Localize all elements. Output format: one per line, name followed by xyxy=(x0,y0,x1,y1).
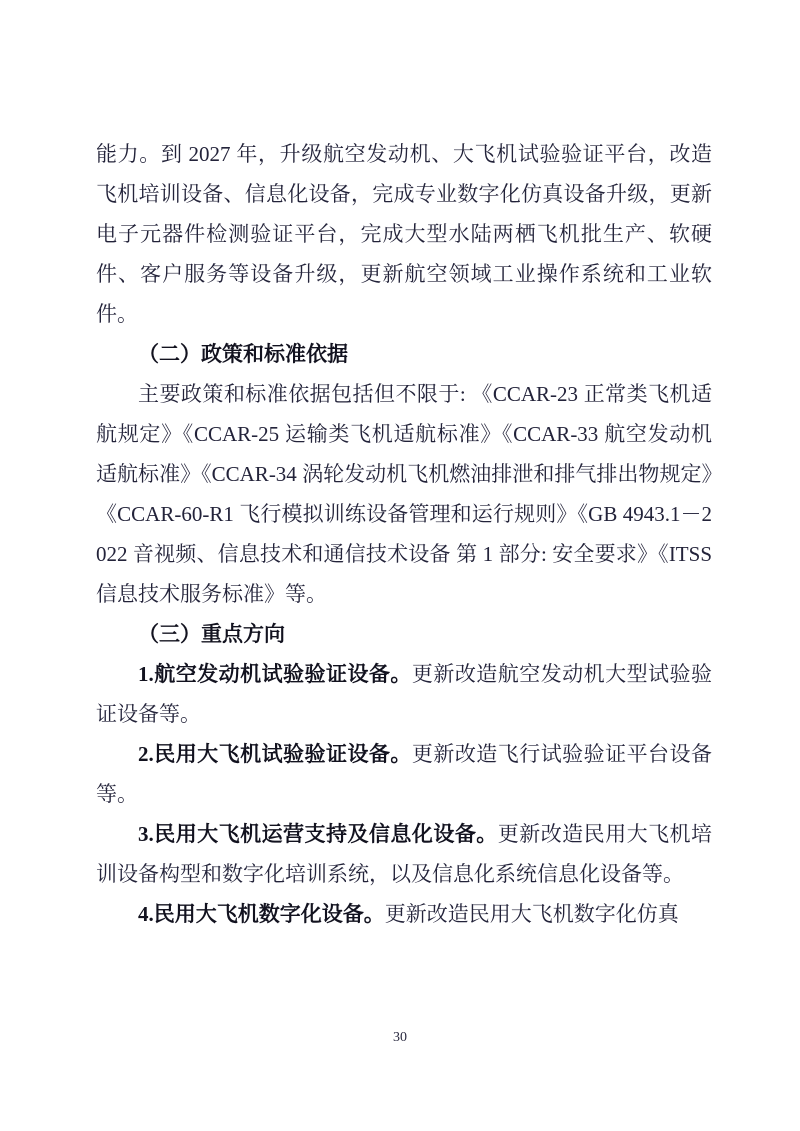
list-item-4-lead: 4.民用大飞机数字化设备。 xyxy=(138,902,385,926)
paragraph-continuation: 能力。到 2027 年，升级航空发动机、大飞机试验验证平台，改造飞机培训设备、信息化设备，完成专业数字化仿真设备升级，更新电子元器件检测验证平台，完成大型水陆两栖飞机批生产、软硬件、客户服务等设备升级，更新航空领域工业操作系统和工业软件。 xyxy=(96,142,712,326)
page-number: 30 xyxy=(393,1030,407,1045)
list-item-1 xyxy=(96,654,712,734)
list-item-1-text: 更新改造航空发动机大型试验验证设备等。 xyxy=(96,662,712,726)
section-heading-policy-basis: （二）政策和标准依据 xyxy=(138,342,348,366)
paragraph-policy-basis: 主要政策和标准依据包括但不限于: 《CCAR-23 正常类飞机适航规定》《CCAR-25 运输类飞机适航标准》《CCAR-33 航空发动机适航标准》《CCAR-34 涡轮发动机飞机燃油排泄和排气排出物规定》《CCAR-60-R1 飞行模拟训练设备管理和运行规则》《GB 4943.1－2022 音视频、信息技术和通信技术设备 第 1 部分: 安全要求》《ITSS 信息技术服务标准》等。 xyxy=(96,382,712,606)
list-item-3 xyxy=(96,814,712,894)
list-item-3-text: 更新改造民用大飞机培训设备构型和数字化培训系统，以及信息化系统信息化设备等。 xyxy=(96,822,713,886)
list-item-2-text: 更新改造飞行试验验证平台设备等。 xyxy=(96,742,712,806)
section-heading-key-directions: （三）重点方向 xyxy=(138,622,285,646)
list-item-4-text: 更新改造民用大飞机数字化仿真 xyxy=(384,902,679,926)
list-item-4 xyxy=(96,894,712,934)
list-item-3-lead: 3.民用大飞机运营支持及信息化设备。 xyxy=(138,822,498,846)
list-item-1-lead: 1.航空发动机试验验证设备。 xyxy=(138,662,412,686)
list-item-2 xyxy=(96,734,712,814)
page-body xyxy=(96,134,712,934)
list-item-2-lead: 2.民用大飞机试验验证设备。 xyxy=(138,742,412,766)
